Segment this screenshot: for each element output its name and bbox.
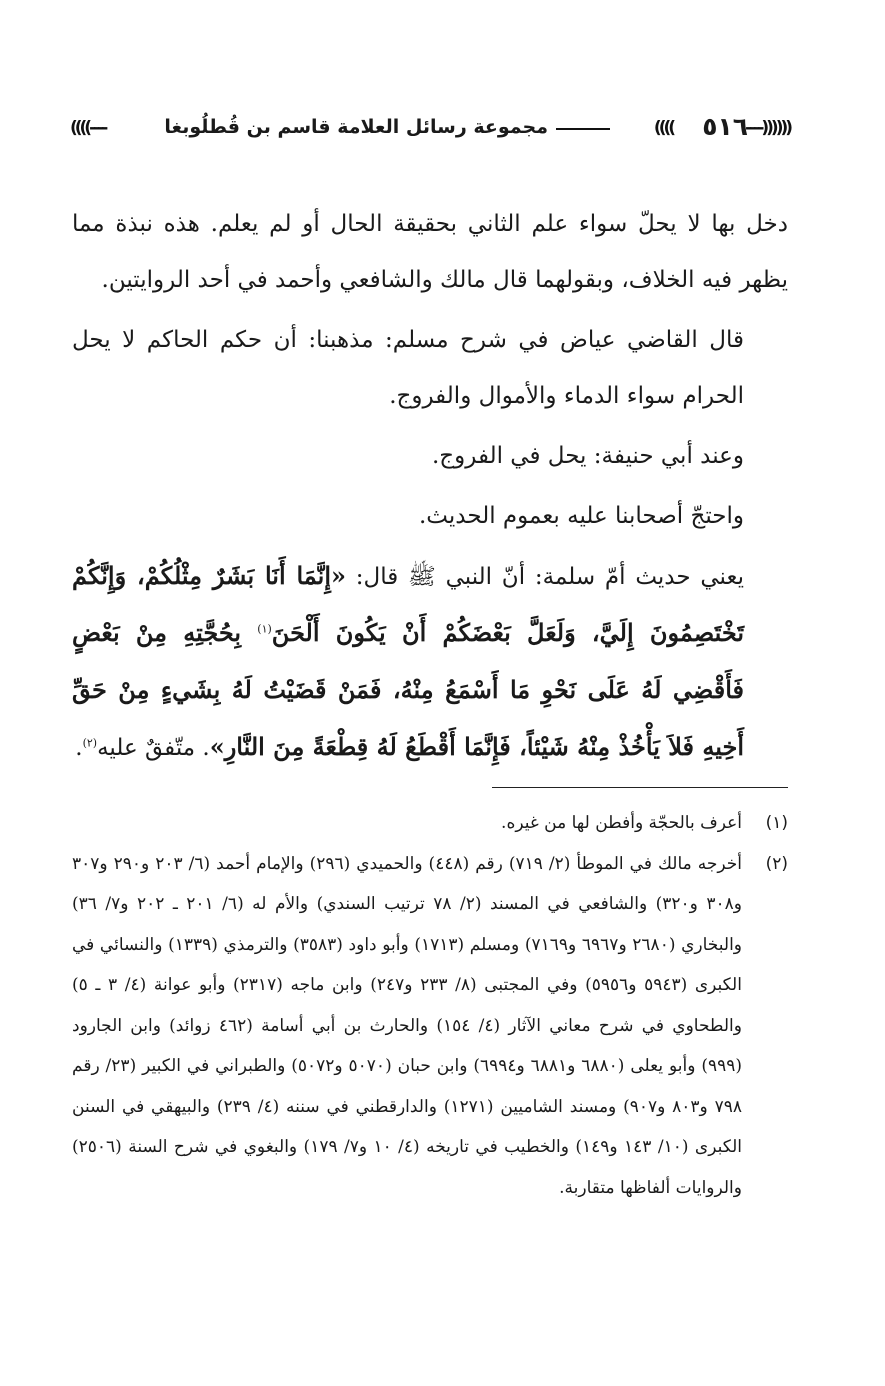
footnote-ref-2[interactable]: (٢) bbox=[82, 736, 98, 750]
header-ornament-mid: )))) bbox=[653, 118, 673, 138]
paragraph-5 bbox=[72, 548, 788, 776]
footnotes bbox=[72, 803, 788, 1208]
header-ornament-right: ((((((---- bbox=[745, 118, 790, 138]
footnote-text: أعرف بالحجّة وأفطن لها من غيره. bbox=[501, 813, 742, 833]
paragraph-4: واحتجّ أصحابنا عليه بعموم الحديث. bbox=[418, 503, 744, 529]
hadith-intro: يعني حديث أمّ سلمة: أنّ النبي ﷺ قال: bbox=[346, 564, 744, 590]
paragraph-2: قال القاضي عياض في شرح مسلم: مذهبنا: أن حكم الحاكم لا يحل الحرام سواء الدماء والأموال والفروج. bbox=[72, 327, 744, 409]
paragraph-1: دخل بها لا يحلّ سواء علم الثاني بحقيقة الحال أو لم يعلم. هذه نبذة مما يظهر فيه الخلاف، وبقولهما قال مالك والشافعي وأحمد في أحد الروايتين. bbox=[72, 211, 788, 293]
hadith-end: . bbox=[75, 735, 83, 761]
footnote-ref-1[interactable]: (١) bbox=[257, 622, 272, 636]
footnote-number: (١) bbox=[765, 813, 788, 833]
footnote-separator bbox=[492, 787, 788, 788]
footnote-text: أخرجه مالك في الموطأ (٢/ ٧١٩) رقم (٤٤٨) والحميدي (٢٩٦) والإمام أحمد (٦/ ٢٠٣ و٢٩٠ و٣٠٧ و٣٠٨ و٣٢٠) والشافعي في المسند (٢/ ٧٨ ترتيب السندي) والأم له (٦/ ٢٠١ ـ ٢٠٢ و٧/ ٣٦) والبخاري (٢٦٨٠ و٦٩٦٧ و٧١٦٩) ومسلم (١٧١٣) وأبو داود (٣٥٨٣) والترمذي (١٣٣٩) والنسائي في الكبرى (٥٩٤٣ و٥٩٥٦) وفي المجتبى (٨/ ٢٣٣ و٢٤٧) وابن ماجه (٢٣١٧) وأبو عوانة (٤/ ٣ ـ ٥) والطحاوي في شرح معاني الآثار (٤/ ١٥٤) والحارث بن أبي أسامة (٤٦٢ زوائد) وابن الجارود (٩٩٩) وأبو يعلى (٦٨٨٠ و٦٨٨١ و٦٩٩٤) وابن حبان (٥٠٧٠ و٥٠٧٢) والطبراني في الكبير (٢٣/ رقم ٧٩٨ و٨٠٣ و٩٠٧) ومسند الشاميين (١٢٧١) والدارقطني في سننه (٤/ ٢٣٩) والبيهقي في السنن الكبرى (١٠/ ١٤٣ و١٤٩) والخطيب في تاريخه (٤/ ١٠ و٧/ ١٧٩) والبغوي في شرح السنة (٢٥٠٦) والروايات ألفاظها متقاربة. bbox=[72, 853, 743, 1198]
page-number: ٥١٦ bbox=[702, 112, 748, 141]
main-text bbox=[72, 196, 788, 776]
paragraph-3: وعند أبي حنيفة: يحل في الفروج. bbox=[432, 443, 744, 469]
hadith-text-b: بِحُجَّتِهِ مِنْ بَعْضٍ فَأَقْضِي لَهُ عَلَى نَحْوِ مَا أَسْمَعُ مِنْهُ، فَمَنْ قَضَيْتُ لَهُ بِشَيءٍ مِنْ حَقِّ أَخِيهِ فَلاَ يَأْخُذْ مِنْهُ شَيْئاً، فَإِنَّمَا أَقْطَعُ لَهُ قِطْعَةً مِنَ النَّارِ» bbox=[72, 618, 744, 761]
book-title: مجموعة رسائل العلامة قاسم بن قُطلُوبغا bbox=[164, 116, 548, 138]
footnote-2 bbox=[72, 844, 788, 1209]
footnote-number: (٢) bbox=[765, 853, 788, 874]
running-header bbox=[70, 108, 788, 152]
header-rule bbox=[556, 128, 610, 130]
footnote-1 bbox=[72, 803, 788, 844]
hadith-text-a: «إِنَّمَا أَنَا بَشَرٌ مِثْلُكُمْ، وَإِنَّكُمْ تَخْتَصِمُونَ إِلَيَّ، وَلَعَلَّ بَعْضَكُمْ أَنْ يَكُونَ أَلْحَنَ bbox=[72, 561, 745, 647]
header-ornament-left: ----)))) bbox=[70, 118, 106, 138]
hadith-outro: . متّفقٌ عليه bbox=[97, 735, 210, 761]
